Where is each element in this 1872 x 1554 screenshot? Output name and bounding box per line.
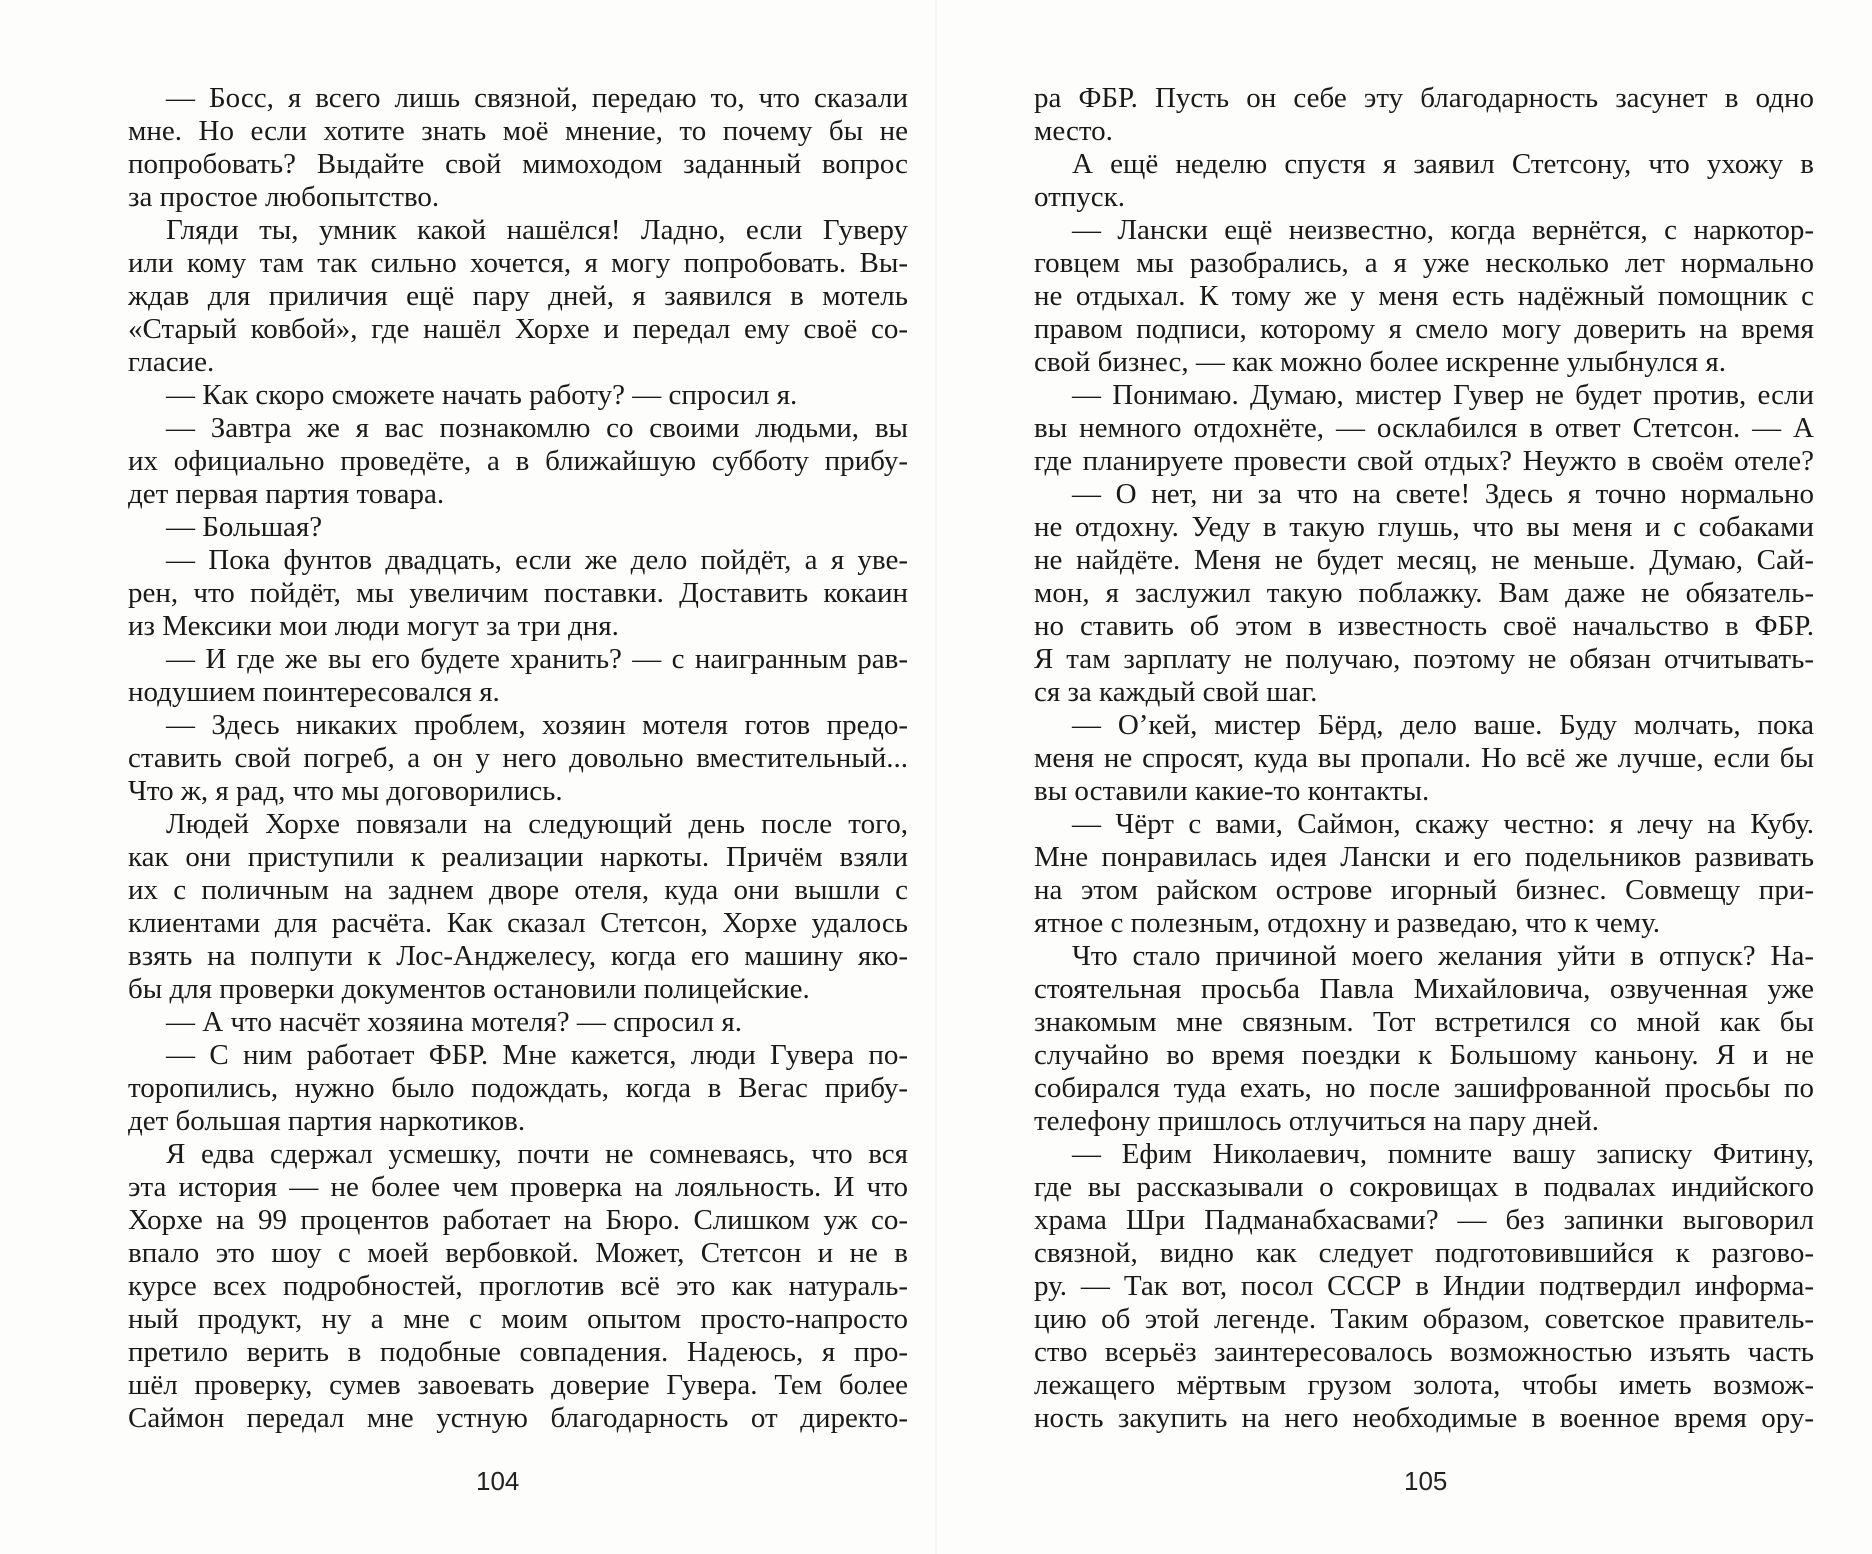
text-line: Что ж, я рад, что мы договорились. (128, 775, 563, 807)
text-line: где вы рассказывали о сокровищах в подвалах индийского (1034, 1171, 1814, 1203)
text-line: связной, видно как следует подготовившийся к разгово- (1034, 1237, 1814, 1269)
text-line: торопились, нужно было подождать, когда в Вегас прибу- (128, 1072, 908, 1104)
text-line: лежащего мёртвым грузом золота, чтобы иметь возмож- (1034, 1369, 1814, 1401)
text-line: — О нет, ни за что на свете! Здесь я точно нормально (1072, 478, 1814, 510)
text-line: отпуск. (1034, 181, 1126, 213)
text-line: как они приступили к реализации наркоты. Причём взяли (128, 841, 908, 873)
text-line: Я едва сдержал усмешку, почти не сомневаясь, что вся (166, 1138, 908, 1170)
text-line: знакомым мне связным. Тот встретился со мной как бы (1034, 1006, 1814, 1038)
text-line: курсе всех подробностей, проглотив всё это как натураль- (128, 1270, 908, 1302)
text-line: — Чёрт с вами, Саймон, скажу честно: я лечу на Кубу. (1072, 808, 1814, 840)
text-line: — Лански ещё неизвестно, когда вернётся, с наркотор- (1072, 214, 1814, 246)
text-line: — Босс, я всего лишь связной, передаю то, что сказали (166, 82, 908, 114)
text-line: ждав для приличия ещё пару дней, я заявился в мотель (128, 280, 908, 312)
text-line: мне. Но если хотите знать моё мнение, то почему бы не (128, 115, 908, 147)
text-line: — А что насчёт хозяина мотеля? — спросил я. (166, 1006, 742, 1038)
text-line: их с поличным на заднем дворе отеля, куда они вышли с (128, 874, 908, 906)
text-line: А ещё неделю спустя я заявил Стетсону, что ухожу в (1072, 148, 1814, 180)
text-line: попробовать? Выдайте свой мимоходом заданный вопрос (128, 148, 908, 180)
text-line: нодушием поинтересовался я. (128, 676, 500, 708)
text-line: — Завтра же я вас познакомлю со своими людьми, вы (166, 412, 908, 444)
text-line: дет большая партия наркотиков. (128, 1105, 526, 1137)
text-line: правом подписи, которому я смело могу доверить на время (1034, 313, 1814, 345)
text-line: претило верить в подобные совпадения. Надеюсь, я про- (128, 1336, 908, 1368)
text-line: телефону пришлось отлучиться на пару дней. (1034, 1105, 1600, 1137)
text-line: Гляди ты, умник какой нашёлся! Ладно, если Гуверу (166, 214, 908, 246)
text-line: Людей Хорхе повязали на следующий день после того, (166, 808, 908, 840)
text-line: Мне понравилась идея Лански и его подельников развивать (1034, 841, 1814, 873)
text-line: клиентами для расчёта. Как сказал Стетсон, Хорхе удалось (128, 907, 908, 939)
text-line: храма Шри Падманабхасвами? — без запинки выговорил (1034, 1204, 1814, 1236)
text-line: впало это шоу с моей вербовкой. Может, Стетсон и не в (128, 1237, 908, 1269)
text-line: шёл проверку, сумев завоевать доверие Гувера. Тем более (128, 1369, 908, 1401)
text-line: мон, я заслужил такую поблажку. Вам даже не обязатель- (1034, 577, 1814, 609)
text-line: — О’кей, мистер Бёрд, дело ваше. Буду молчать, пока (1072, 709, 1814, 741)
text-line: не найдёте. Меня не будет месяц, не меньше. Думаю, Сай- (1034, 544, 1814, 576)
text-line: — Понимаю. Думаю, мистер Гувер не будет против, если (1072, 379, 1814, 411)
right-page-text (1034, 82, 1814, 1435)
text-line: дет первая партия товара. (128, 478, 445, 510)
text-line: не отдыхал. К тому же у меня есть надёжный помощник с (1034, 280, 1814, 312)
text-line: — С ним работает ФБР. Мне кажется, люди Гувера по- (166, 1039, 908, 1071)
text-line: свой бизнес, — как можно более искренне улыбнулся я. (1034, 346, 1726, 378)
text-line: но ставить об этом в известность своё начальство в ФБР. (1034, 610, 1814, 642)
text-line: меня не спросят, куда вы пропали. Но всё же лучше, если бы (1034, 742, 1814, 774)
text-line: Что стало причиной моего желания уйти в отпуск? На- (1072, 940, 1814, 972)
text-line: ятное с полезным, отдохну и разведаю, что к чему. (1034, 907, 1661, 939)
text-line: Хорхе на 99 процентов работает на Бюро. Слишком уж со- (128, 1204, 908, 1236)
text-line: ный продукт, ну а мне с моим опытом просто-напросто (128, 1303, 908, 1335)
text-line: где планируете провести свой отдых? Неужто в своём отеле? (1034, 445, 1814, 477)
text-line: — И где же вы его будете хранить? — с наигранным рав- (166, 643, 908, 675)
right-page-number: 105 (1404, 1466, 1448, 1496)
text-line: Саймон передал мне устную благодарность от директо- (128, 1402, 908, 1434)
page-gutter (935, 0, 937, 1554)
text-line: собирался туда ехать, но после зашифрованной просьбы по (1034, 1072, 1814, 1104)
text-line: из Мексики мои люди могут за три дня. (128, 610, 619, 642)
text-line: гласие. (128, 346, 215, 378)
text-line: — Пока фунтов двадцать, если же дело пойдёт, а я уве- (166, 544, 908, 576)
text-line: стоятельная просьба Павла Михайловича, озвученная уже (1034, 973, 1814, 1005)
text-line: — Как скоро сможете начать работу? — спросил я. (166, 379, 798, 411)
text-line: место. (1034, 115, 1113, 147)
text-line: «Старый ковбой», где нашёл Хорхе и передал ему своё со- (128, 313, 908, 345)
text-line: говцем мы разобрались, а я уже несколько лет нормально (1034, 247, 1814, 279)
text-line: ность закупить на него необходимые в военное время ору- (1034, 1402, 1814, 1434)
text-line: ставить свой погреб, а он у него довольно вместительный... (128, 742, 908, 774)
text-line: случайно во время поездки к Большому каньону. Я и не (1034, 1039, 1814, 1071)
text-line: ся за каждый свой шаг. (1034, 676, 1318, 708)
text-line: вы оставили какие-то контакты. (1034, 775, 1430, 807)
text-line: вы немного отдохнёте, — осклабился в ответ Стетсон. — А (1034, 412, 1814, 444)
text-line: или кому там так сильно хочется, я могу попробовать. Вы- (128, 247, 908, 279)
text-line: ру. — Так вот, посол СССР в Индии подтвердил информа- (1034, 1270, 1814, 1302)
text-line: не отдохну. Уеду в такую глушь, что вы меня и с собаками (1034, 511, 1814, 543)
text-line: ство всерьёз заинтересовалось возможностью изъять часть (1034, 1336, 1814, 1368)
text-line: цию об этой легенде. Таким образом, советское правитель- (1034, 1303, 1814, 1335)
text-line: — Ефим Николаевич, помните вашу записку Фитину, (1072, 1138, 1814, 1170)
text-line: взять на полпути к Лос-Анджелесу, когда его машину яко- (128, 940, 908, 972)
text-line: за простое любопытство. (128, 181, 440, 213)
text-line: Я там зарплату не получаю, поэтому не обязан отчитывать- (1034, 643, 1814, 675)
text-line: их официально проведёте, а в ближайшую субботу прибу- (128, 445, 908, 477)
text-line: — Большая? (166, 511, 323, 543)
left-page-text (128, 82, 908, 1435)
text-line: — Здесь никаких проблем, хозяин мотеля готов предо- (166, 709, 908, 741)
left-page-number: 104 (476, 1466, 520, 1496)
text-line: ра ФБР. Пусть он себе эту благодарность засунет в одно (1034, 82, 1814, 114)
text-line: рен, что пойдёт, мы увеличим поставки. Доставить кокаин (128, 577, 908, 609)
text-line: бы для проверки документов остановили полицейские. (128, 973, 810, 1005)
text-line: на этом райском острове игорный бизнес. Совмещу при- (1034, 874, 1814, 906)
text-line: эта история — не более чем проверка на лояльность. И что (128, 1171, 908, 1203)
